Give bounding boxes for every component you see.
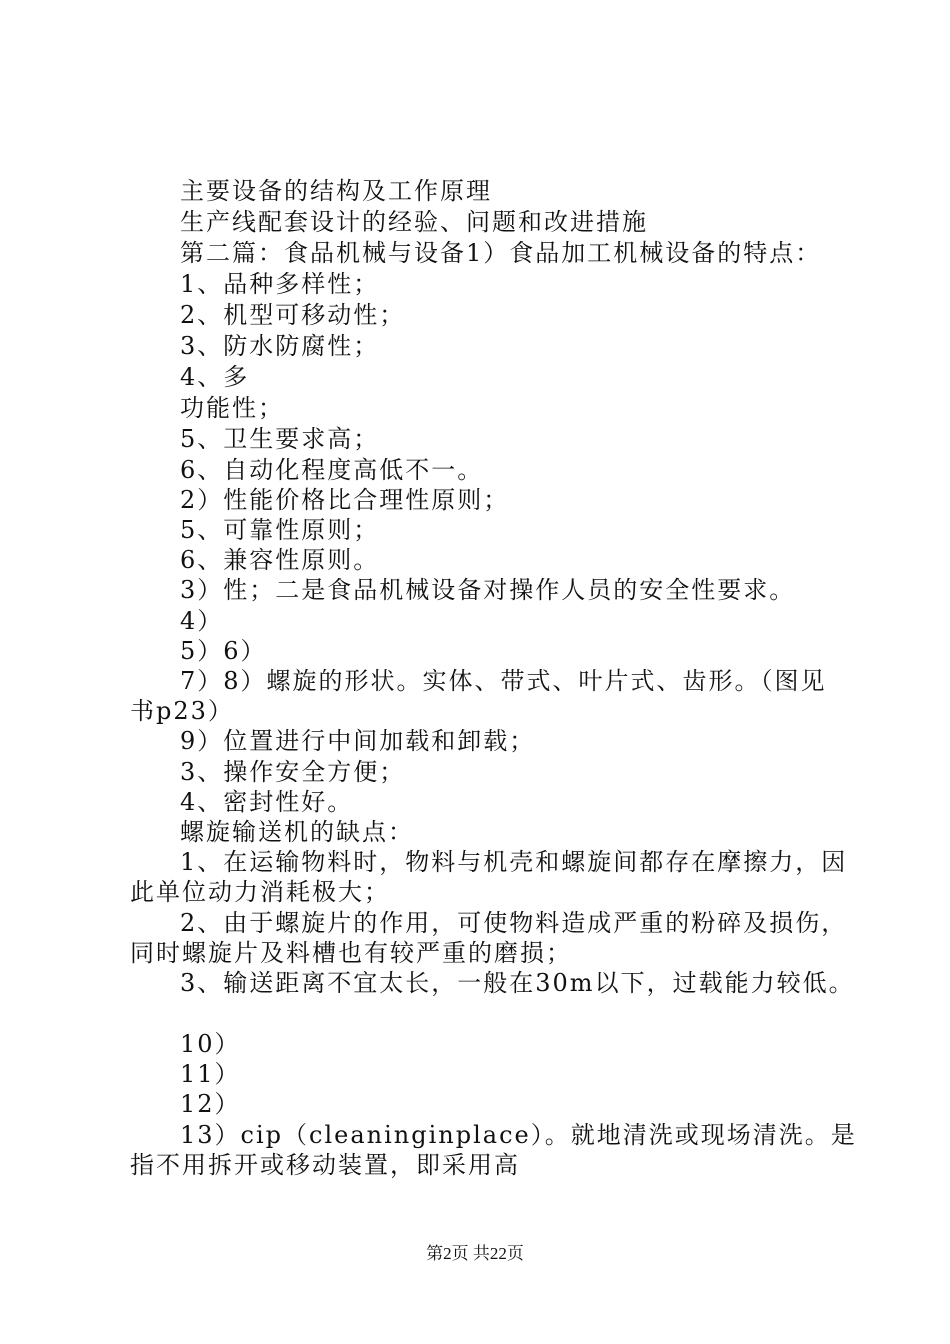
text-line: 2、机型可移动性； xyxy=(180,301,406,329)
text-line: 5、卫生要求高； xyxy=(180,425,380,453)
text-line: 5）6） xyxy=(180,637,267,665)
text-line: 9）位置进行中间加载和卸载； xyxy=(180,727,536,755)
text-line: 11） xyxy=(180,1060,241,1088)
text-line: 4、多 xyxy=(180,363,250,391)
text-line: 3、输送距离不宜太长，一般在30m以下，过载能力较低。 xyxy=(180,969,855,997)
text-line: 主要设备的结构及工作原理 xyxy=(180,177,492,205)
text-line: 功能性； xyxy=(180,394,284,422)
text-line: 13）cip（cleaninginplace）。就地清洗或现场清洗。是 xyxy=(180,1121,857,1149)
text-line: 7）8）螺旋的形状。实体、带式、叶片式、齿形。（图见 xyxy=(180,667,827,695)
text-line: 书p23） xyxy=(130,697,234,725)
text-line: 生产线配套设计的经验、问题和改进措施 xyxy=(180,208,648,236)
text-line: 3、操作安全方便； xyxy=(180,758,406,786)
text-line: 10） xyxy=(180,1030,241,1058)
text-line: 4、密封性好。 xyxy=(180,788,354,816)
text-line: 螺旋输送机的缺点： xyxy=(180,818,414,846)
text-line: 12） xyxy=(180,1090,241,1118)
text-line: 此单位动力消耗极大； xyxy=(130,878,390,906)
text-line: 3、防水防腐性； xyxy=(180,332,380,360)
text-line: 第二篇：食品机械与设备1）食品加工机械设备的特点： xyxy=(180,239,822,267)
text-line: 1、在运输物料时，物料与机壳和螺旋间都存在摩擦力，因 xyxy=(180,848,848,876)
text-line: 2、由于螺旋片的作用，可使物料造成严重的粉碎及损伤， xyxy=(180,909,848,937)
text-line: 5、可靠性原则； xyxy=(180,516,380,544)
text-line: 3）性；二是食品机械设备对操作人员的安全性要求。 xyxy=(180,576,796,604)
text-line: 6、兼容性原则。 xyxy=(180,546,380,574)
text-line: 4） xyxy=(180,607,224,635)
text-line: 指不用拆开或移动装置，即采用高 xyxy=(130,1151,520,1179)
text-line: 同时螺旋片及料槽也有较严重的磨损； xyxy=(130,939,572,967)
text-line: 6、自动化程度高低不一。 xyxy=(180,456,484,484)
text-line: 1、品种多样性； xyxy=(180,270,380,298)
page-footer: 第2页 共22页 xyxy=(426,1244,524,1263)
text-line: 2）性能价格比合理性原则； xyxy=(180,486,510,514)
